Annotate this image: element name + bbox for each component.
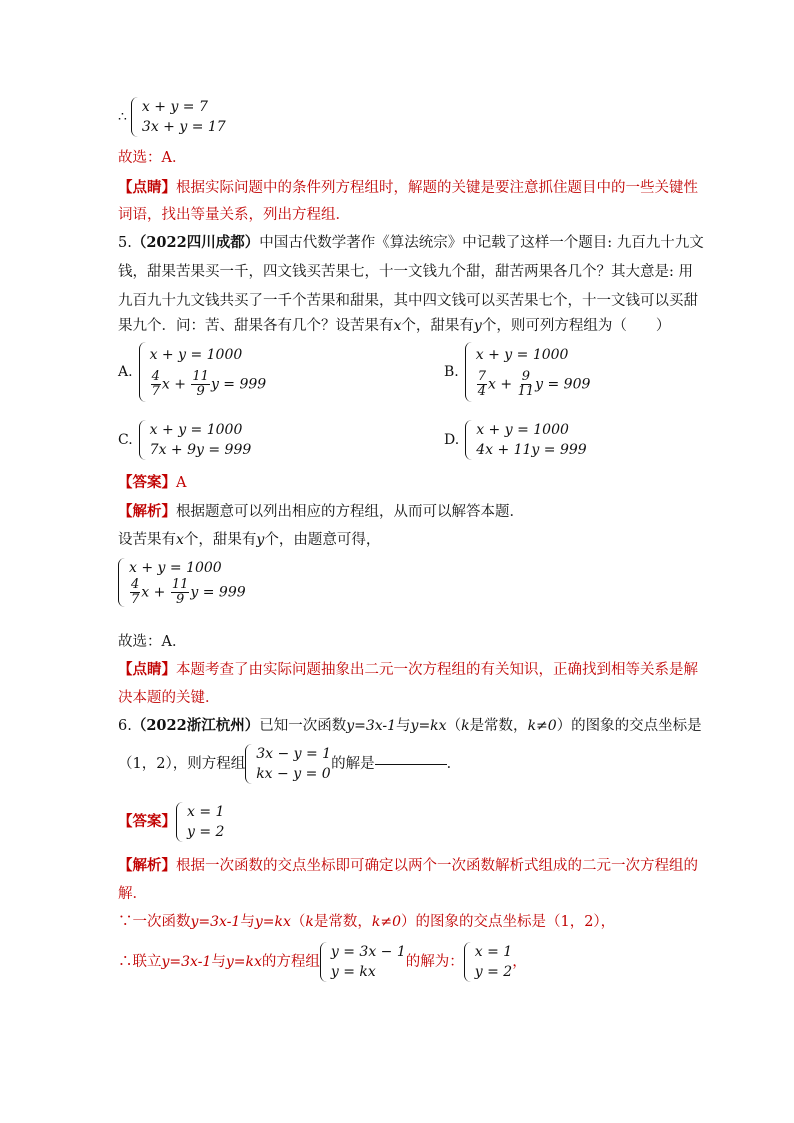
jiexi-line: 【解析】根据题意可以列出相应的方程组，从而可以解答本题． [118, 503, 524, 520]
answer-line: 故选：A． [118, 634, 187, 650]
equation: $\frac{7}{4}$ x + $\frac{9}{11}$ y = 909 [477, 369, 591, 400]
option-d[interactable]: D. x + y = 1000 4x + 11y = 999 [444, 422, 587, 458]
so-line: ∴联立 y=3x-1 与 y=kx 的方程组 y = 3x − 1 y = kx 的解为： x = 1 y = 2 ， [118, 944, 527, 980]
because-line: ∵一次函数y=3x-1与y=kx（k是常数，k≠0）的图象的交点坐标是（1，2）， [118, 914, 616, 930]
equation: x + y = 7 [141, 99, 208, 115]
question-6-line-2: （1，2），则方程组 3x − y = 1 kx − y = 0 的解是 ． [118, 746, 462, 782]
dianjing-line-2: 决本题的关键． [118, 690, 220, 706]
answer-line: 【答案】 x = 1 y = 2 [118, 804, 225, 840]
equation-system-top [118, 97, 226, 137]
equation: 3x + y = 17 [141, 119, 226, 135]
question-5-line-2: 钱，甜果苦果买一千，四文钱买苦果七，十一文钱九个甜，甜苦两果各几个？其大意是: 用 [118, 264, 693, 280]
dianjing-line-2: 词语，找出等量关系，列出方程组． [118, 207, 350, 223]
answer-line: 【答案】A [118, 474, 187, 491]
answer-line: 故选：A． [118, 150, 187, 166]
equation: x + y = 1000 [475, 346, 569, 363]
equation: $\frac{4}{7}$ x + $\frac{11}{9}$ y = 999 [151, 369, 267, 400]
question-5-line-3: 九百九十九文钱共买了一千个苦果和甜果，其中四文钱可以买苦果七个，十一文钱可以买甜 [118, 293, 698, 309]
option-c[interactable]: C. x + y = 1000 7x + 9y = 999 [118, 422, 252, 458]
question-5-line-1: 5.（2022四川成都）中国古代数学著作《算法统宗》中记载了这样一个题目: 九百九十九文 [118, 234, 704, 251]
therefore-symbol: ∴ [118, 109, 127, 125]
question-5-line-4: 果九个．问：苦、甜果各有几个？设苦果有x个，甜果有y个，则可列方程组为（ ） [118, 318, 671, 334]
jiexi-line-2: 解． [118, 886, 147, 902]
option-b[interactable]: B. x + y = 1000 $\frac{7}{4}$ x + $\frac{9}{11}$ y = 909 [444, 342, 590, 402]
equation: x + y = 1000 [149, 346, 243, 363]
answer-blank[interactable] [375, 764, 447, 765]
jiexi-line: 【解析】根据一次函数的交点坐标即可确定以两个一次函数解析式组成的二元一次方程组的 [118, 857, 698, 874]
brace [131, 97, 138, 137]
set-line: 设苦果有x个，甜果有y个，由题意可得， [118, 532, 381, 548]
dianjing-line: 【点睛】本题考查了由实际问题抽象出二元一次方程组的有关知识，正确找到相等关系是解 [118, 661, 698, 678]
question-6-line-1: 6.（2022浙江杭州）已知一次函数y=3x-1与y=kx（k是常数，k≠0）的图象的交点坐标是 [118, 717, 702, 734]
solution-system: x + y = 1000 $\frac{4}{7}$ x + $\frac{11}{9}$ y = 999 [118, 558, 246, 607]
dianjing-line: 【点睛】根据实际问题中的条件列方程组时，解题的关键是要注意抓住题目中的一些关键性 [118, 179, 698, 196]
option-a[interactable]: A. x + y = 1000 $\frac{4}{7}$ x + $\frac{11}{9}$ y = 999 [118, 342, 266, 402]
